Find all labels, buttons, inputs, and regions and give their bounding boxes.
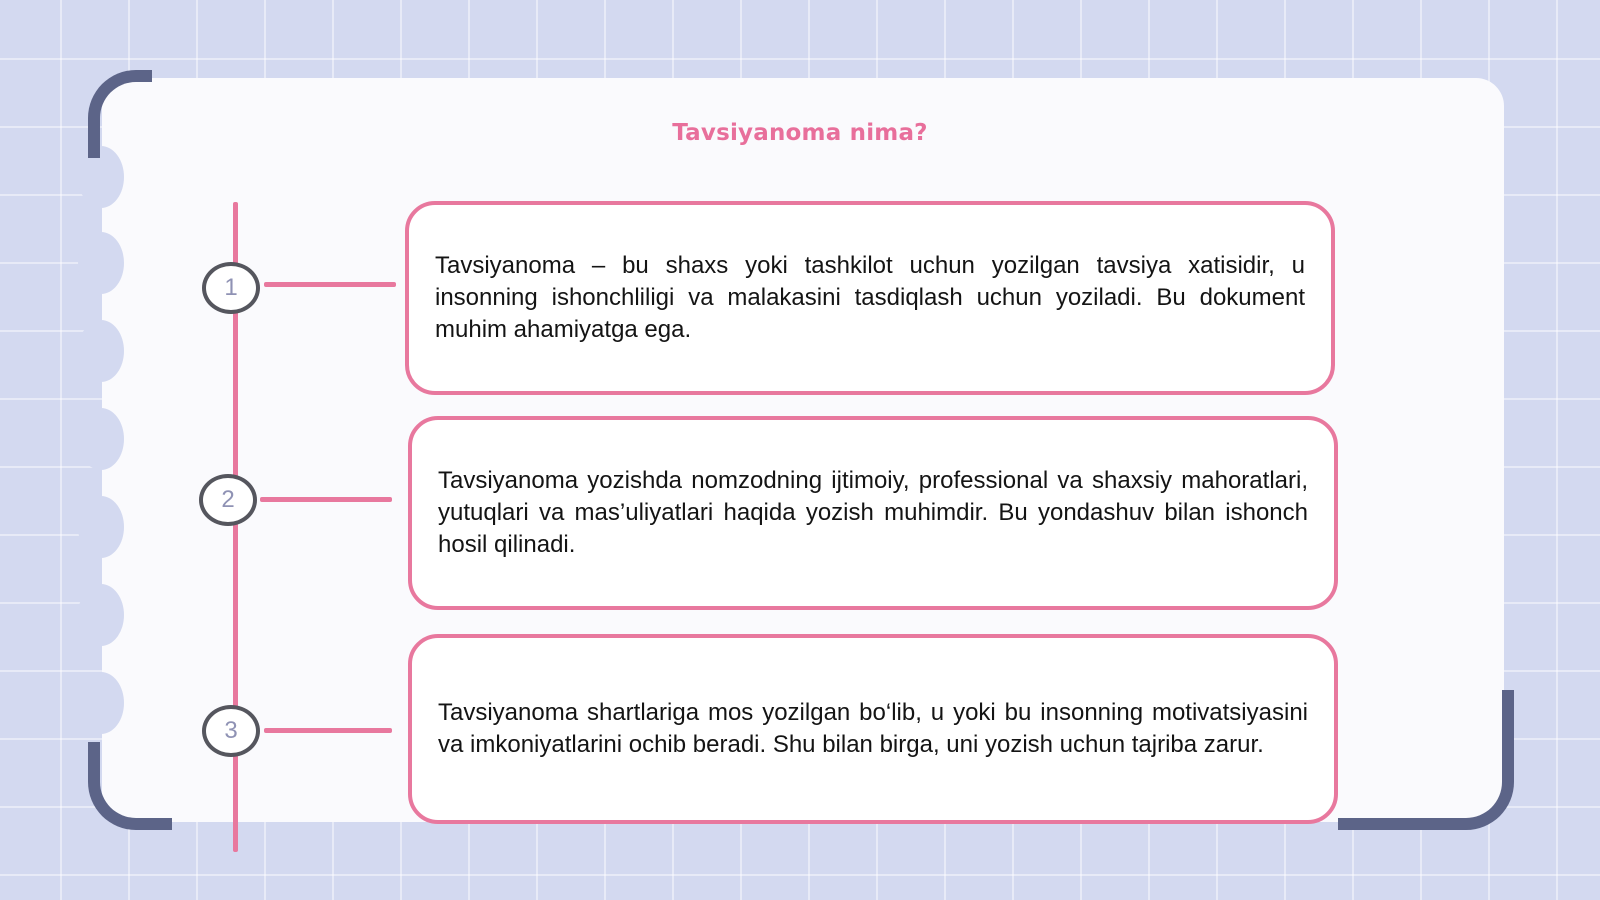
card-edge-scallop bbox=[78, 672, 124, 734]
timeline-connector-2 bbox=[260, 497, 392, 502]
info-box-text: Tavsiyanoma – bu shaxs yoki tashkilot uchun yozilgan tavsiya xatisidir, u insonning ishonchliligi va malakasini tasdiqlash uchun yoziladi. Bu dokument muhim ahamiyatga ega. bbox=[435, 252, 1305, 343]
corner-bracket-bottom-left bbox=[88, 742, 172, 830]
timeline-marker-3: 3 bbox=[202, 705, 260, 757]
timeline-connector-3 bbox=[264, 728, 392, 733]
info-box-3 bbox=[408, 634, 1338, 824]
info-box-text: Tavsiyanoma shartlariga mos yozilgan bo‘lib, u yoki bu insonning motivatsiyasini va imkoniyatlarini ochib beradi. Shu bilan birga, uni yozish uchun tajriba zarur. bbox=[438, 699, 1308, 758]
card-edge-scallop bbox=[78, 408, 124, 470]
info-box-2 bbox=[408, 416, 1338, 610]
timeline-marker-1: 1 bbox=[202, 262, 260, 314]
corner-bracket-top-left bbox=[88, 70, 152, 158]
info-box-text: Tavsiyanoma yozishda nomzodning ijtimoiy, professional va shaxsiy mahoratlari, yutuqlari va mas’uliyatlari haqida yozish muhimdir. Bu yondashuv bilan ishonch hosil qilinadi. bbox=[438, 467, 1308, 558]
slide-title: Tavsiyanoma nima? bbox=[672, 120, 928, 146]
timeline-connector-1 bbox=[264, 282, 396, 287]
card-edge-scallop bbox=[78, 232, 124, 294]
card-edge-scallop bbox=[78, 584, 124, 646]
corner-bracket-bottom-right bbox=[1338, 690, 1514, 830]
card-edge-scallop bbox=[78, 496, 124, 558]
info-box-1 bbox=[405, 201, 1335, 395]
timeline-marker-2: 2 bbox=[199, 474, 257, 526]
card-edge-scallop bbox=[78, 320, 124, 382]
